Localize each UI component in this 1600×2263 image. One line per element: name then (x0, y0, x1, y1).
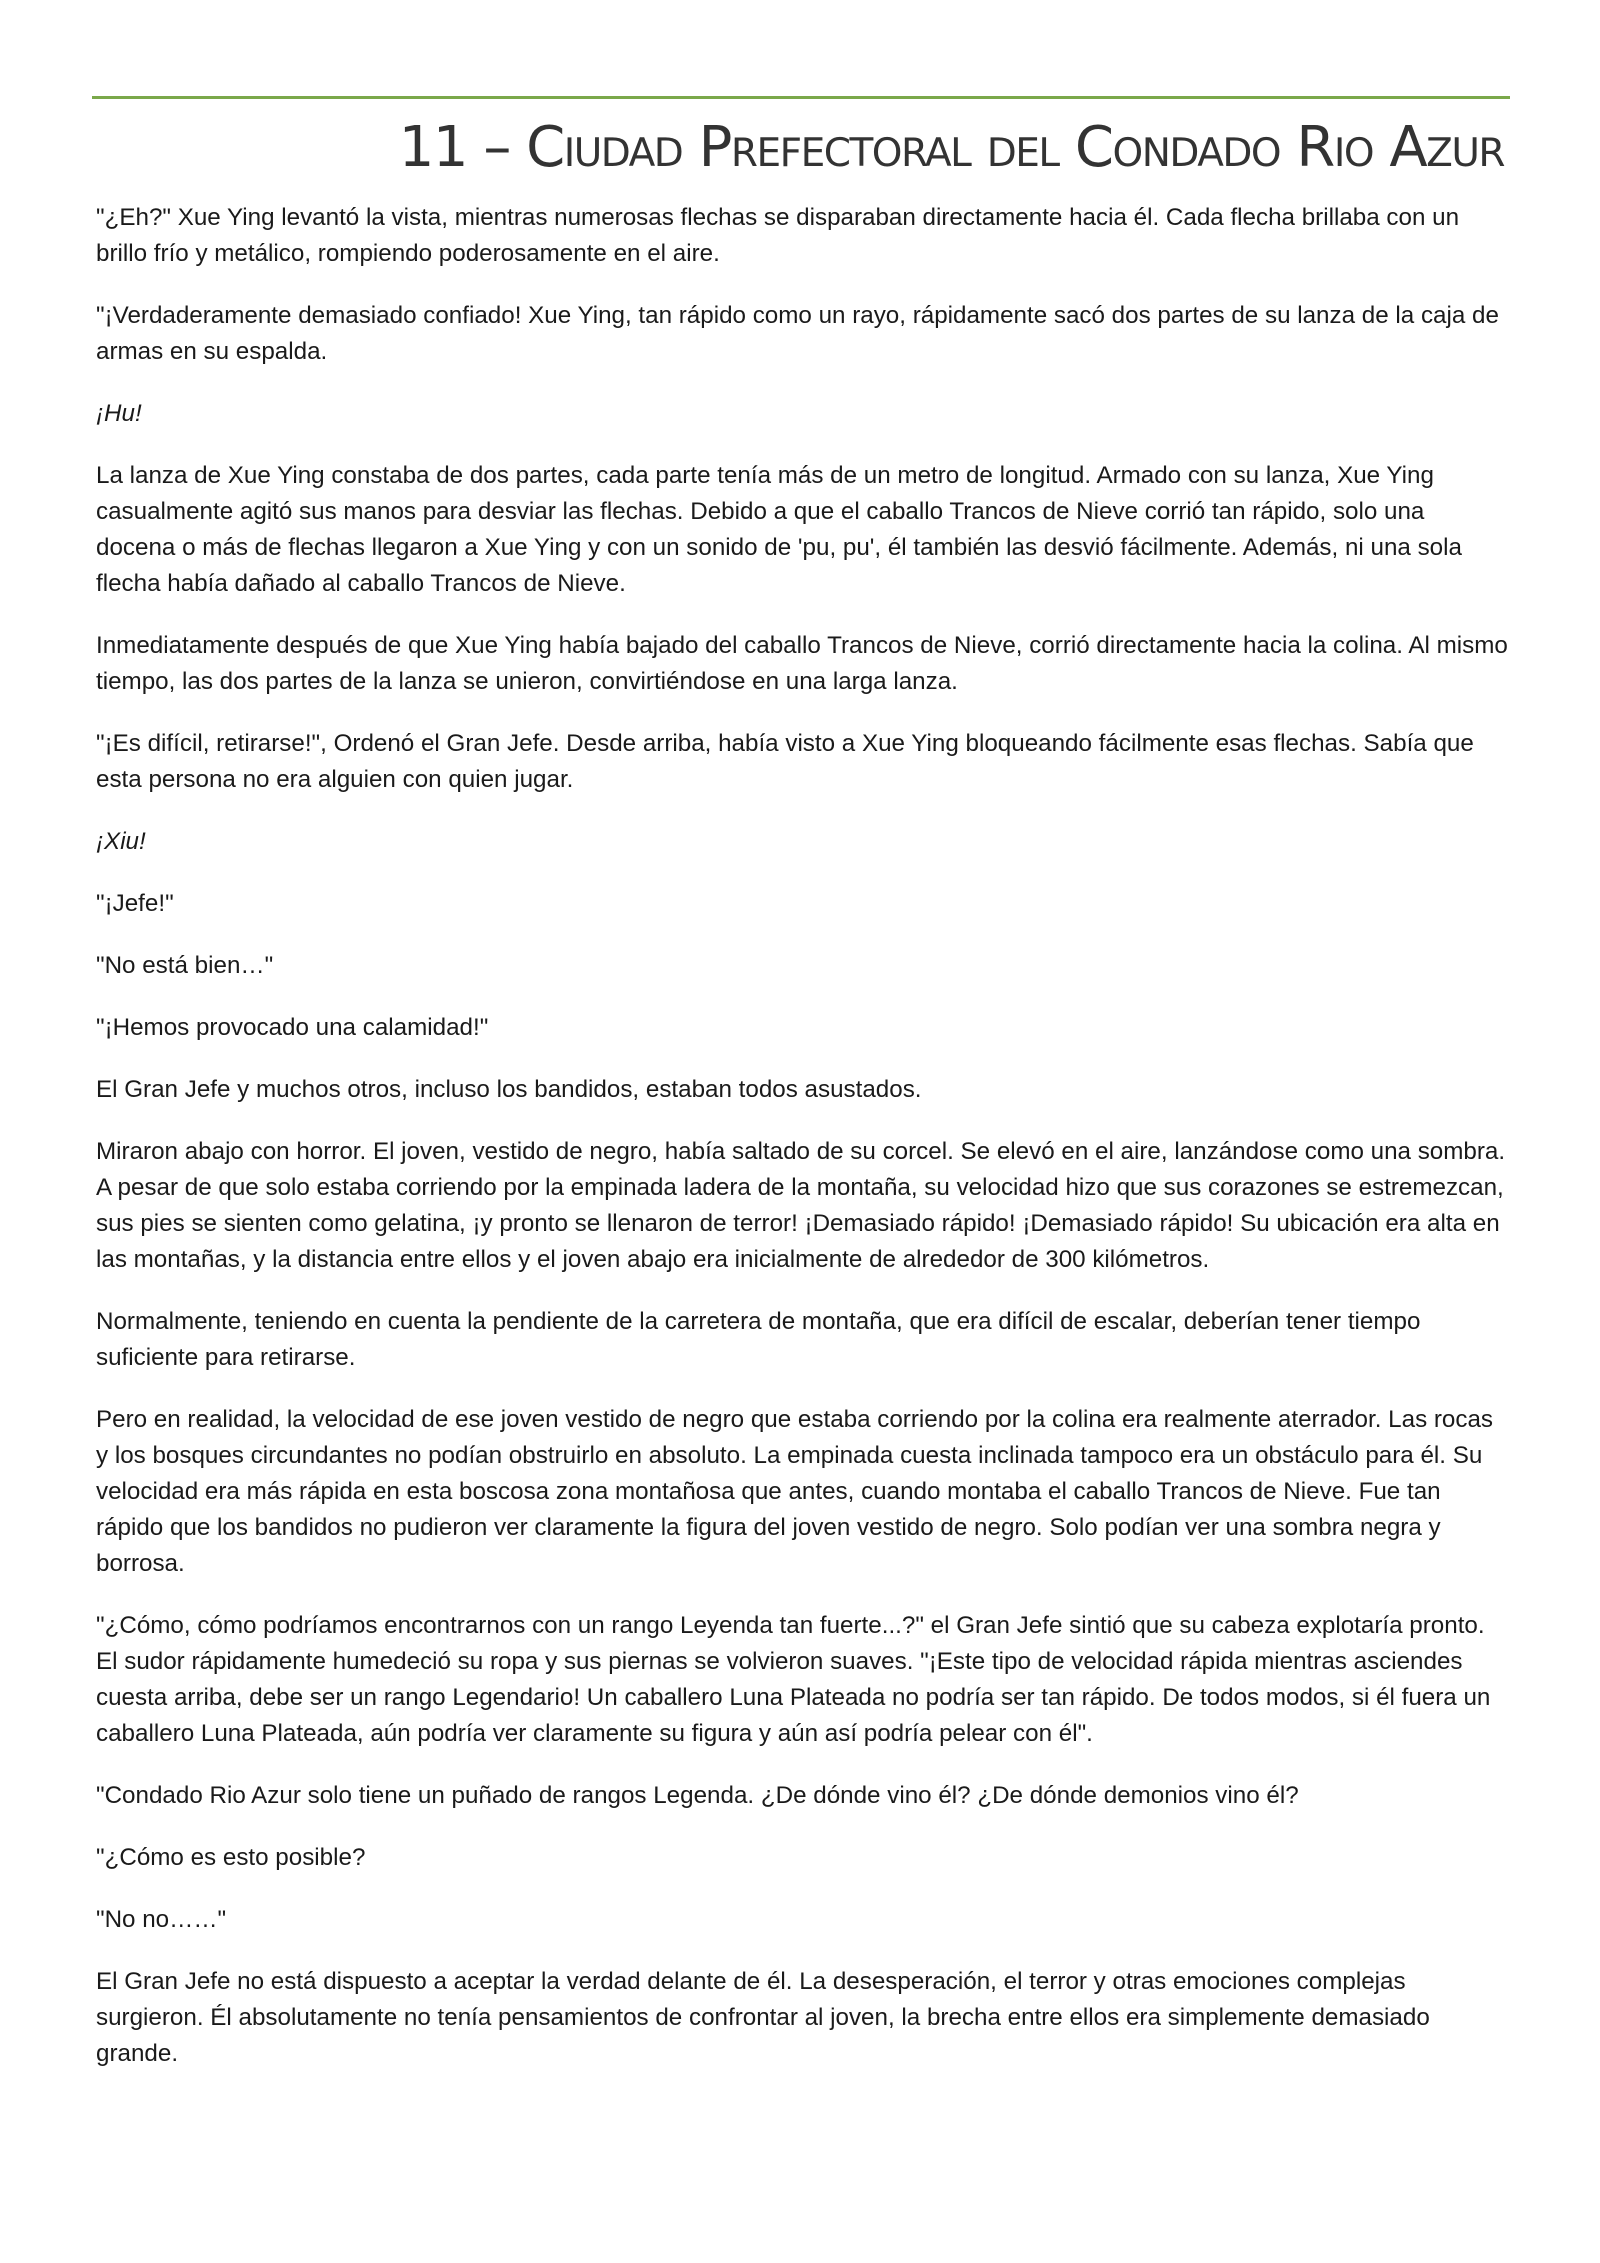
paragraph: Inmediatamente después de que Xue Ying había bajado del caballo Trancos de Nieve, corrió directamente hacia la colina. Al mismo tiempo, las dos partes de la lanza se unieron, convirtiéndose en una larga lanza. (96, 632, 1508, 695)
paragraph: "¿Cómo, cómo podríamos encontrarnos con un rango Leyenda tan fuerte...?" el Gran Jefe sintió que su cabeza explotaría pronto. El sudor rápidamente humedeció su ropa y sus piernas se volvieron suaves. "¡Este tipo de velocidad rápida mientras asciendes cuesta arriba, debe ser un rango Legendario! Un caballero Luna Plateada no podría ser tan rápido. De todos modos, si él fuera un caballero Luna Plateada, aún podría ver claramente su figura y aún así podría pelear con él". (96, 1612, 1491, 1747)
paragraph: "No no……" (96, 1906, 227, 1933)
paragraph: "¡Hemos provocado una calamidad!" (96, 1014, 489, 1041)
paragraph: "Condado Rio Azur solo tiene un puñado de rangos Legenda. ¿De dónde vino él? ¿De dónde demonios vino él? (96, 1782, 1299, 1809)
paragraph: El Gran Jefe y muchos otros, incluso los bandidos, estaban todos asustados. (96, 1076, 922, 1103)
chapter-title: 11 – Ciudad Prefectoral del Condado Rio Azur (398, 115, 1504, 180)
paragraph: Miraron abajo con horror. El joven, vestido de negro, había saltado de su corcel. Se elevó en el aire, lanzándose como una sombra. A pesar de que solo estaba corriendo por la empinada ladera de la montaña, su velocidad hizo que sus corazones se estremezcan, sus pies se sienten como gelatina, ¡y pronto se llenaron de terror! ¡Demasiado rápido! ¡Demasiado rápido! Su ubicación era alta en las montañas, y la distancia entre ellos y el joven abajo era inicialmente de alrededor de 300 kilómetros. (96, 1138, 1506, 1273)
paragraph: La lanza de Xue Ying constaba de dos partes, cada parte tenía más de un metro de longitud. Armado con su lanza, Xue Ying casualmente agitó sus manos para desviar las flechas. Debido a que el caballo Trancos de Nieve corrió tan rápido, solo una docena o más de flechas llegaron a Xue Ying y con un sonido de 'pu, pu', él también las desvió fácilmente. Además, ni una sola flecha había dañado al caballo Trancos de Nieve. (96, 462, 1462, 597)
paragraph: "No está bien…" (96, 952, 274, 979)
paragraph: Normalmente, teniendo en cuenta la pendiente de la carretera de montaña, que era difícil de escalar, deberían tener tiempo suficiente para retirarse. (96, 1308, 1421, 1371)
paragraph: El Gran Jefe no está dispuesto a aceptar la verdad delante de él. La desesperación, el terror y otras emociones complejas surgieron. Él absolutamente no tenía pensamientos de confrontar al joven, la brecha entre ellos era simplemente demasiado grande. (96, 1968, 1430, 2067)
header-rule (92, 96, 1510, 99)
paragraph: "¡Es difícil, retirarse!", Ordenó el Gran Jefe. Desde arriba, había visto a Xue Ying bloqueando fácilmente esas flechas. Sabía que esta persona no era alguien con quien jugar. (96, 730, 1474, 793)
chapter-body (96, 200, 1508, 2098)
paragraph: "¿Cómo es esto posible? (96, 1844, 366, 1871)
paragraph: "¿Eh?" Xue Ying levantó la vista, mientras numerosas flechas se disparaban directamente hacia él. Cada flecha brillaba con un brillo frío y metálico, rompiendo poderosamente en el aire. (96, 204, 1460, 267)
paragraph: ¡Hu! (96, 400, 142, 427)
paragraph: Pero en realidad, la velocidad de ese joven vestido de negro que estaba corriendo por la colina era realmente aterrador. Las rocas y los bosques circundantes no podían obstruirlo en absoluto. La empinada cuesta inclinada tampoco era un obstáculo para él. Su velocidad era más rápida en esta boscosa zona montañosa que antes, cuando montaba el caballo Trancos de Nieve. Fue tan rápido que los bandidos no pudieron ver claramente la figura del joven vestido de negro. Solo podían ver una sombra negra y borrosa. (96, 1406, 1494, 1577)
paragraph: "¡Jefe!" (96, 890, 174, 917)
paragraph: ¡Xiu! (96, 828, 146, 855)
paragraph: "¡Verdaderamente demasiado confiado! Xue Ying, tan rápido como un rayo, rápidamente sacó dos partes de su lanza de la caja de armas en su espalda. (96, 302, 1499, 365)
